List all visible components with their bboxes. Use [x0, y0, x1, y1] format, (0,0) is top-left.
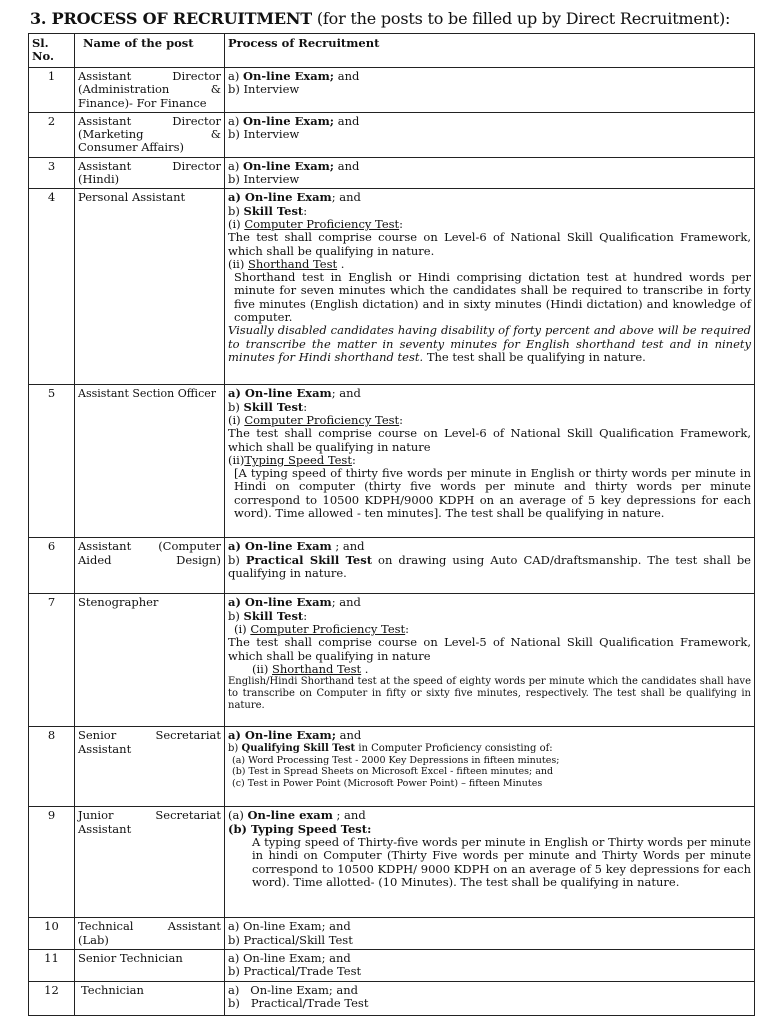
row-process: a) On-line Exam; and b) Skill Test: (i) Computer Proficiency Test: The test shall comprise course on Level-5 of National Skill Qualification Framework, which shall be qualifying in nature (ii) Shorthand Test . English/Hindi Shorthand test at the speed of eighty words per minute which the candidates shall have to transcribe on Computer in fifty or sixty five minutes, respectively. The test shall be qualifying in nature.: [225, 594, 755, 727]
row-sl: 12: [29, 981, 75, 1015]
row-post: Senior Secretariat Assistant: [75, 727, 225, 807]
row-post: Assistant (Computer Aided Design): [75, 538, 225, 594]
table-header-row: [29, 34, 755, 68]
row-process: a) On-line Exam; and b) Interview: [225, 112, 755, 157]
row-post: Assistant Director (Marketing & Consumer Affairs): [75, 112, 225, 157]
row-post: Technician: [75, 981, 225, 1015]
table-row: [29, 594, 755, 727]
row-sl: 4: [29, 189, 75, 385]
table-row: [29, 918, 755, 950]
row-process: a) On-line Exam; and b) Practical/Trade Test: [225, 949, 755, 981]
heading-subtitle: (for the posts to be filled up by Direct Recruitment):: [311, 9, 731, 28]
row-sl: 5: [29, 385, 75, 538]
row-sl: 6: [29, 538, 75, 594]
row-process: a) On-line Exam; and b) Interview: [225, 157, 755, 189]
row-sl: 7: [29, 594, 75, 727]
row-sl: 2: [29, 112, 75, 157]
table-row: [29, 189, 755, 385]
table-row: [29, 949, 755, 981]
row-process: (a) On-line exam ; and (b) Typing Speed Test: A typing speed of Thirty-five words per minute in English or Thirty words per minute in hindi on Computer (Thirty Five words per minute and Thirty Words per minute correspond to 10500 KDPH/ 9000 KDPH on an average of 5 key depressions for each word). Time allotted- (10 Minutes). The test shall be qualifying in nature.: [225, 807, 755, 918]
row-process: a) On-line Exam; and b) Qualifying Skill Test in Computer Proficiency consisting of: (a) Word Processing Test - 2000 Key Depressions in fifteen minutes; (b) Test in Spread Sheets on Microsoft Excel - fifteen minutes; and (c) Test in Power Point (Microsoft Power Point) – fifteen Minutes: [225, 727, 755, 807]
row-post: Junior Secretariat Assistant: [75, 807, 225, 918]
row-sl: 11: [29, 949, 75, 981]
row-post: Technical Assistant (Lab): [75, 918, 225, 950]
row-post: Stenographer: [75, 594, 225, 727]
row-sl: 9: [29, 807, 75, 918]
table-row: [29, 68, 755, 113]
table-row: [29, 385, 755, 538]
row-post: Assistant Section Officer: [75, 385, 225, 538]
table-row: [29, 538, 755, 594]
row-post: Senior Technician: [75, 949, 225, 981]
table-row: [29, 727, 755, 807]
header-sl: Sl. No.: [29, 34, 75, 68]
row-process: a) On-line Exam; and b) Skill Test: (i) Computer Proficiency Test: The test shall comprise course on Level-6 of National Skill Qualification Framework, which shall be qualifying in nature. (ii) Shorthand Test . Shorthand test in English or Hindi comprising dictation test at hundred words per minute for seven minutes which the candidates shall be required to transcribe in forty five minutes (English dictation) and in sixty minutes (Hindi dictation) and knowledge of computer. Visually disabled candidates having disability of forty percent and above will be required to transcribe the matter in seventy minutes for English shorthand test and in ninety minutes for Hindi shorthand test. The test shall be qualifying in nature.: [225, 189, 755, 385]
row-sl: 1: [29, 68, 75, 113]
row-process: a) On-line Exam; and b) Skill Test: (i) Computer Proficiency Test: The test shall comprise course on Level-6 of National Skill Qualification Framework, which shall be qualifying in nature (ii)Typing Speed Test: [A typing speed of thirty five words per minute in English or thirty words per minute in Hindi on computer (thirty five words per minute and thirty words per minute correspond to 10500 KDPH/9000 KDPH on an average of 5 key depressions for each word). Time allowed - ten minutes]. The test shall be qualifying in nature.: [225, 385, 755, 538]
row-process: a) On-line Exam; and b) Practical/Skill Test: [225, 918, 755, 950]
row-process: a) On-line Exam; and b) Interview: [225, 68, 755, 113]
row-sl: 10: [29, 918, 75, 950]
table-row: [29, 807, 755, 918]
row-sl: 8: [29, 727, 75, 807]
row-post: Assistant Director (Hindi): [75, 157, 225, 189]
row-sl: 3: [29, 157, 75, 189]
table-row: [29, 112, 755, 157]
table-row: [29, 981, 755, 1015]
row-post: Personal Assistant: [75, 189, 225, 385]
recruitment-table: [28, 33, 755, 1016]
header-post: Name of the post: [75, 34, 225, 68]
row-process: a) On-line Exam ; and b) Practical Skill Test on drawing using Auto CAD/draftsmanship. The test shall be qualifying in nature.: [225, 538, 755, 594]
row-process: a) On-line Exam; and b) Practical/Trade Test: [225, 981, 755, 1015]
heading-title: 3. PROCESS OF RECRUITMENT: [30, 9, 312, 28]
header-process: Process of Recruitment: [225, 34, 755, 68]
section-heading: [30, 9, 730, 28]
table-row: [29, 157, 755, 189]
row-post: Assistant Director (Administration & Finance)- For Finance: [75, 68, 225, 113]
